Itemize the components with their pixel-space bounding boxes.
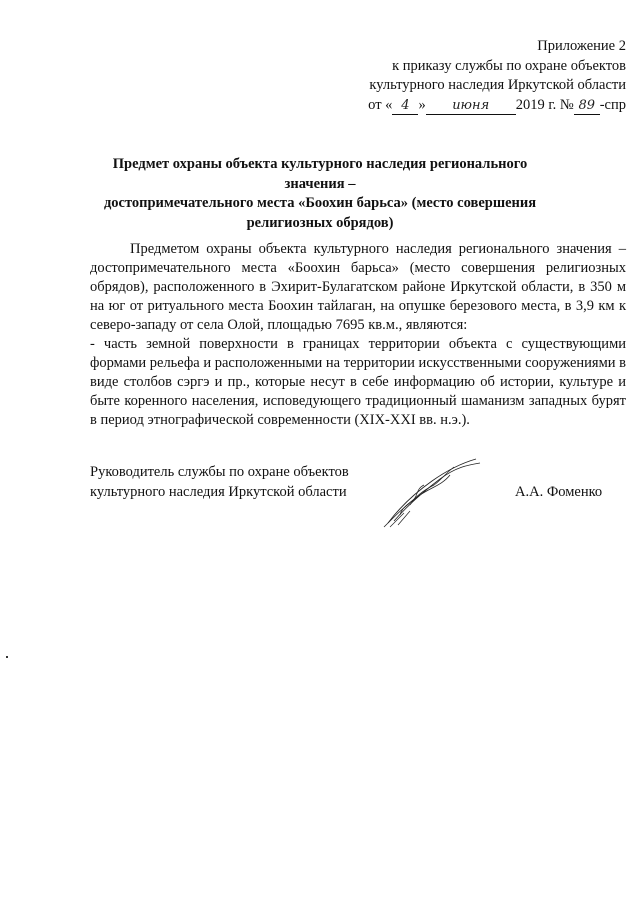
appendix-authority: культурного наследия Иркутской области (369, 77, 626, 93)
appendix-date-line (266, 96, 626, 116)
body-paragraph-1: Предметом охраны объекта культурного наследия регионального значения – достопримечательного места «Боохин барьса» (место совершения религиозных обрядов), расположенного в Эхирит-Булагатском районе Иркутской области, в 350 м на юг от ритуального места Боохин тайлаган, на опушке березового места, в 3,9 км к северо-западу от села Олой, площадью 7695 кв.м., являются: (90, 241, 626, 333)
title-line-1: Предмет охраны объекта культурного наследия регионального значения – (112, 156, 528, 192)
date-month: июня (426, 98, 516, 115)
margin-mark (6, 656, 8, 658)
signer-position-line-2: культурного наследия Иркутской области (90, 483, 347, 500)
date-day: 4 (392, 98, 418, 115)
date-mid: » (418, 96, 426, 113)
document-body (90, 240, 626, 430)
signer-name: А.А. Фоменко (515, 484, 603, 500)
body-paragraph-2: - часть земной поверхности в границах территории объекта с существующими формами рельефа и расположенными на территории искусственными сооружениями в виде столбов сэргэ и пр., которые несут в себе информацию об истории, культуре и быте коренного населения, исповедующего традиционный шаманизм западных бурят в период этнографической современности (XIX-XXI вв. н.э.). (90, 336, 626, 428)
document-title (90, 155, 550, 233)
order-suffix: -спр (599, 96, 626, 113)
handwritten-signature (380, 455, 490, 530)
signer-position (90, 463, 390, 502)
title-line-3: религиозных обрядов) (246, 214, 394, 231)
appendix-order-ref: к приказу службы по охране объектов (392, 57, 626, 74)
date-prefix: от « (368, 96, 393, 113)
title-line-2: достопримечательного места «Боохин барьса» (место совершения (103, 195, 537, 211)
date-year: 2019 г. № (515, 96, 574, 113)
signer-position-line-1: Руководитель службы по охране объектов (90, 464, 349, 480)
appendix-label: Приложение 2 (537, 38, 626, 54)
order-number: 89 (574, 98, 600, 115)
appendix-header (266, 37, 626, 115)
